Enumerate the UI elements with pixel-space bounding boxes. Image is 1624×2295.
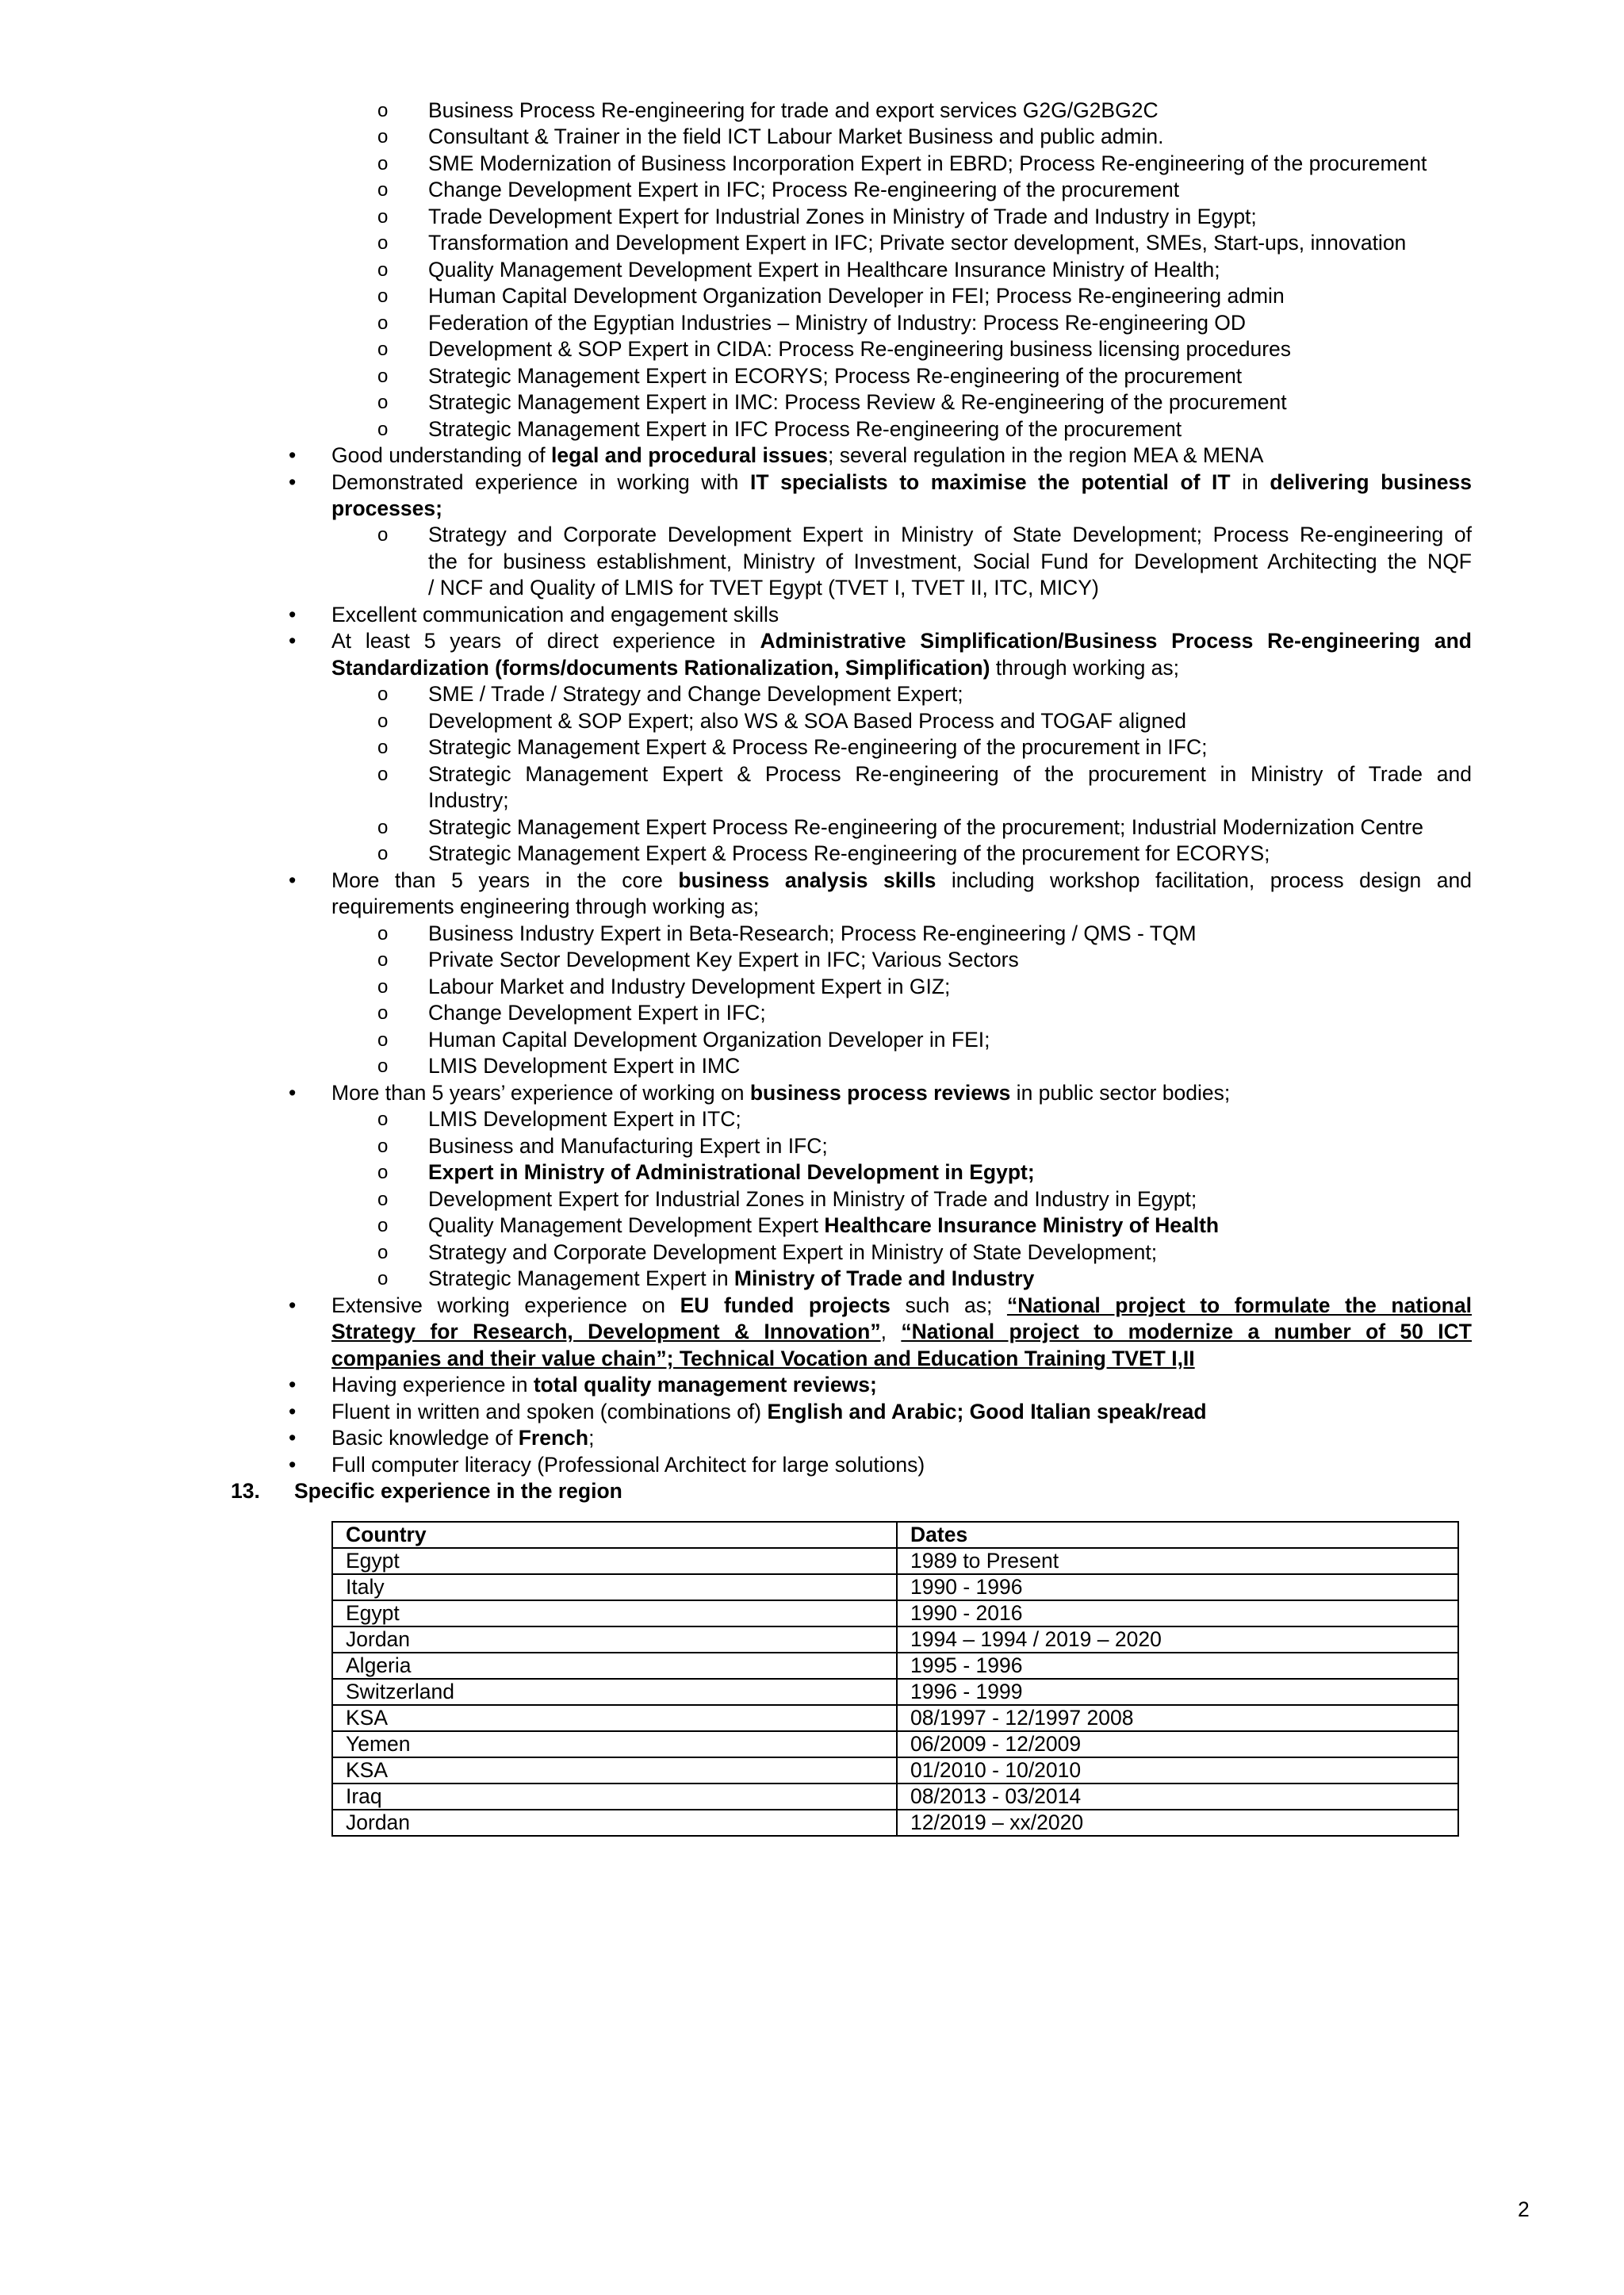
list-item: o Strategy and Corporate Development Expert in Ministry of State Development; Process Re-engineering of	[377, 523, 1472, 546]
country-cell: Yemen	[332, 1731, 897, 1757]
country-cell: KSA	[332, 1757, 897, 1784]
bullet-french: • Basic knowledge of French;	[289, 1426, 595, 1450]
list-item: o Strategic Management Expert & Process Re-engineering of the procurement in IFC;	[377, 735, 1208, 759]
list-item: o Business Industry Expert in Beta-Research; Process Re-engineering / QMS - TQM	[377, 921, 1197, 945]
dates-cell: 06/2009 - 12/2009	[897, 1731, 1458, 1757]
list-item: o Strategic Management Expert in ECORYS; Process Re-engineering of the procurement	[377, 364, 1243, 388]
list-item: o Strategic Management Expert in IFC Process Re-engineering of the procurement	[377, 417, 1182, 441]
list-item: o Federation of the Egyptian Industries – Ministry of Industry: Process Re-engineering OD	[377, 311, 1247, 335]
table-row	[332, 1757, 1458, 1784]
table-row	[332, 1705, 1458, 1731]
region-experience-table	[331, 1521, 1459, 1837]
bullet-computer: • Full computer literacy (Professional Architect for large solutions)	[289, 1453, 925, 1477]
list-item: o Human Capital Development Organization Developer in FEI;	[377, 1028, 990, 1052]
list-item: o Strategic Management Expert in Ministry of Trade and Industry	[377, 1266, 1035, 1290]
column-header-dates: Dates	[897, 1522, 1458, 1548]
bullet-reviews: • More than 5 years’ experience of working on business process reviews in public sector bodies;	[289, 1081, 1231, 1105]
list-item: o Strategic Management Expert & Process Re-engineering of the procurement in Ministry of Trade and	[377, 762, 1472, 786]
dates-cell: 1996 - 1999	[897, 1679, 1458, 1705]
country-cell: Switzerland	[332, 1679, 897, 1705]
dates-cell: 08/2013 - 03/2014	[897, 1784, 1458, 1810]
list-item: o LMIS Development Expert in IMC	[377, 1054, 741, 1078]
table-row	[332, 1784, 1458, 1810]
country-cell: KSA	[332, 1705, 897, 1731]
dates-cell: 1995 - 1996	[897, 1653, 1458, 1679]
list-item: o Labour Market and Industry Development Expert in GIZ;	[377, 975, 951, 998]
column-header-country: Country	[332, 1522, 897, 1548]
bullet-eu-projects-cont: companies and their value chain”; Technical Vocation and Education Training TVET I,II	[331, 1347, 1195, 1370]
bullet-it: • Demonstrated experience in working with IT specialists to maximise the potential of IT in delivering business	[289, 470, 1472, 494]
list-item: o Private Sector Development Key Expert in IFC; Various Sectors	[377, 948, 1019, 971]
country-cell: Italy	[332, 1574, 897, 1600]
bullet-analysis-cont: requirements engineering through working as;	[331, 895, 760, 918]
table-row	[332, 1574, 1458, 1600]
list-item-cont: / NCF and Quality of LMIS for TVET Egypt (TVET I, TVET II, ITC, MICY)	[428, 576, 1099, 600]
bullet-legal: • Good understanding of legal and procedural issues; several regulation in the region MEA & MENA	[289, 443, 1264, 467]
list-item: o Expert in Ministry of Administrational Development in Egypt;	[377, 1160, 1035, 1184]
bullet-admin-cont: Standardization (forms/documents Rationalization, Simplification) through working as;	[331, 656, 1180, 680]
list-item-cont: Industry;	[428, 788, 509, 812]
country-cell: Algeria	[332, 1653, 897, 1679]
dates-cell: 01/2010 - 10/2010	[897, 1757, 1458, 1784]
table-row	[332, 1626, 1458, 1653]
list-item: o Development & SOP Expert; also WS & SOA Based Process and TOGAF aligned	[377, 709, 1186, 733]
list-item: o Human Capital Development Organization Developer in FEI; Process Re-engineering admin	[377, 284, 1285, 308]
list-item: o Strategic Management Expert in IMC: Process Review & Re-engineering of the procurement	[377, 390, 1287, 414]
bullet-analysis: • More than 5 years in the core business analysis skills including workshop facilitation, process design and	[289, 868, 1472, 892]
country-cell: Iraq	[332, 1784, 897, 1810]
dates-cell: 1990 - 2016	[897, 1600, 1458, 1626]
bullet-eu-projects-cont: Strategy for Research, Development & Innovation”, “National project to modernize a number of 50 ICT	[331, 1320, 1472, 1343]
list-item: o Consultant & Trainer in the field ICT Labour Market Business and public admin.	[377, 125, 1164, 148]
list-item: o Development & SOP Expert in CIDA: Process Re-engineering business licensing procedures	[377, 337, 1292, 361]
section-heading: 13. Specific experience in the region	[231, 1479, 622, 1503]
bullet-it-cont: processes;	[331, 496, 442, 520]
list-item: o SME / Trade / Strategy and Change Development Expert;	[377, 682, 963, 706]
table-row	[332, 1731, 1458, 1757]
dates-cell: 08/1997 - 12/1997 2008	[897, 1705, 1458, 1731]
list-item: o Quality Management Development Expert Healthcare Insurance Ministry of Health	[377, 1213, 1220, 1237]
list-item: o Change Development Expert in IFC;	[377, 1001, 766, 1025]
country-cell: Jordan	[332, 1626, 897, 1653]
list-item: o LMIS Development Expert in ITC;	[377, 1107, 741, 1131]
list-item: o Development Expert for Industrial Zones in Ministry of Trade and Industry in Egypt;	[377, 1187, 1197, 1211]
list-item: o Strategic Management Expert Process Re-engineering of the procurement; Industrial Modernization Centre	[377, 815, 1423, 839]
country-cell: Egypt	[332, 1548, 897, 1574]
table-row	[332, 1810, 1458, 1836]
list-item: o Quality Management Development Expert in Healthcare Insurance Ministry of Health;	[377, 258, 1220, 282]
list-item: o Change Development Expert in IFC; Process Re-engineering of the procurement	[377, 178, 1180, 201]
list-item: o SME Modernization of Business Incorporation Expert in EBRD; Process Re-engineering of the procurement	[377, 151, 1427, 175]
table-row	[332, 1600, 1458, 1626]
bullet-eu-projects: • Extensive working experience on EU funded projects such as; “National project to formulate the national	[289, 1293, 1472, 1317]
list-item: o Transformation and Development Expert in IFC; Private sector development, SMEs, Start-ups, innovation	[377, 231, 1407, 255]
table-row	[332, 1653, 1458, 1679]
bullet-admin: • At least 5 years of direct experience in Administrative Simplification/Business Process Re-engineering and	[289, 629, 1472, 653]
list-item: o Business and Manufacturing Expert in IFC;	[377, 1134, 828, 1158]
bullet-communication: • Excellent communication and engagement skills	[289, 603, 779, 626]
table-header-row	[332, 1522, 1458, 1548]
list-item-cont: the for business establishment, Ministry of Investment, Social Fund for Development Architecting the NQF	[428, 550, 1472, 573]
dates-cell: 1994 – 1994 / 2019 – 2020	[897, 1626, 1458, 1653]
country-cell: Egypt	[332, 1600, 897, 1626]
page-number: 2	[1518, 2197, 1530, 2221]
list-item: o Strategic Management Expert & Process Re-engineering of the procurement for ECORYS;	[377, 841, 1270, 865]
list-item: o Business Process Re-engineering for trade and export services G2G/G2BG2C	[377, 98, 1159, 122]
country-cell: Jordan	[332, 1810, 897, 1836]
table-row	[332, 1679, 1458, 1705]
dates-cell: 1990 - 1996	[897, 1574, 1458, 1600]
dates-cell: 12/2019 – xx/2020	[897, 1810, 1458, 1836]
dates-cell: 1989 to Present	[897, 1548, 1458, 1574]
bullet-tqm: • Having experience in total quality management reviews;	[289, 1373, 877, 1397]
table-row	[332, 1548, 1458, 1574]
list-item: o Strategy and Corporate Development Expert in Ministry of State Development;	[377, 1240, 1158, 1264]
bullet-languages: • Fluent in written and spoken (combinations of) English and Arabic; Good Italian speak/read	[289, 1400, 1207, 1423]
list-item: o Trade Development Expert for Industrial Zones in Ministry of Trade and Industry in Egypt;	[377, 205, 1257, 228]
